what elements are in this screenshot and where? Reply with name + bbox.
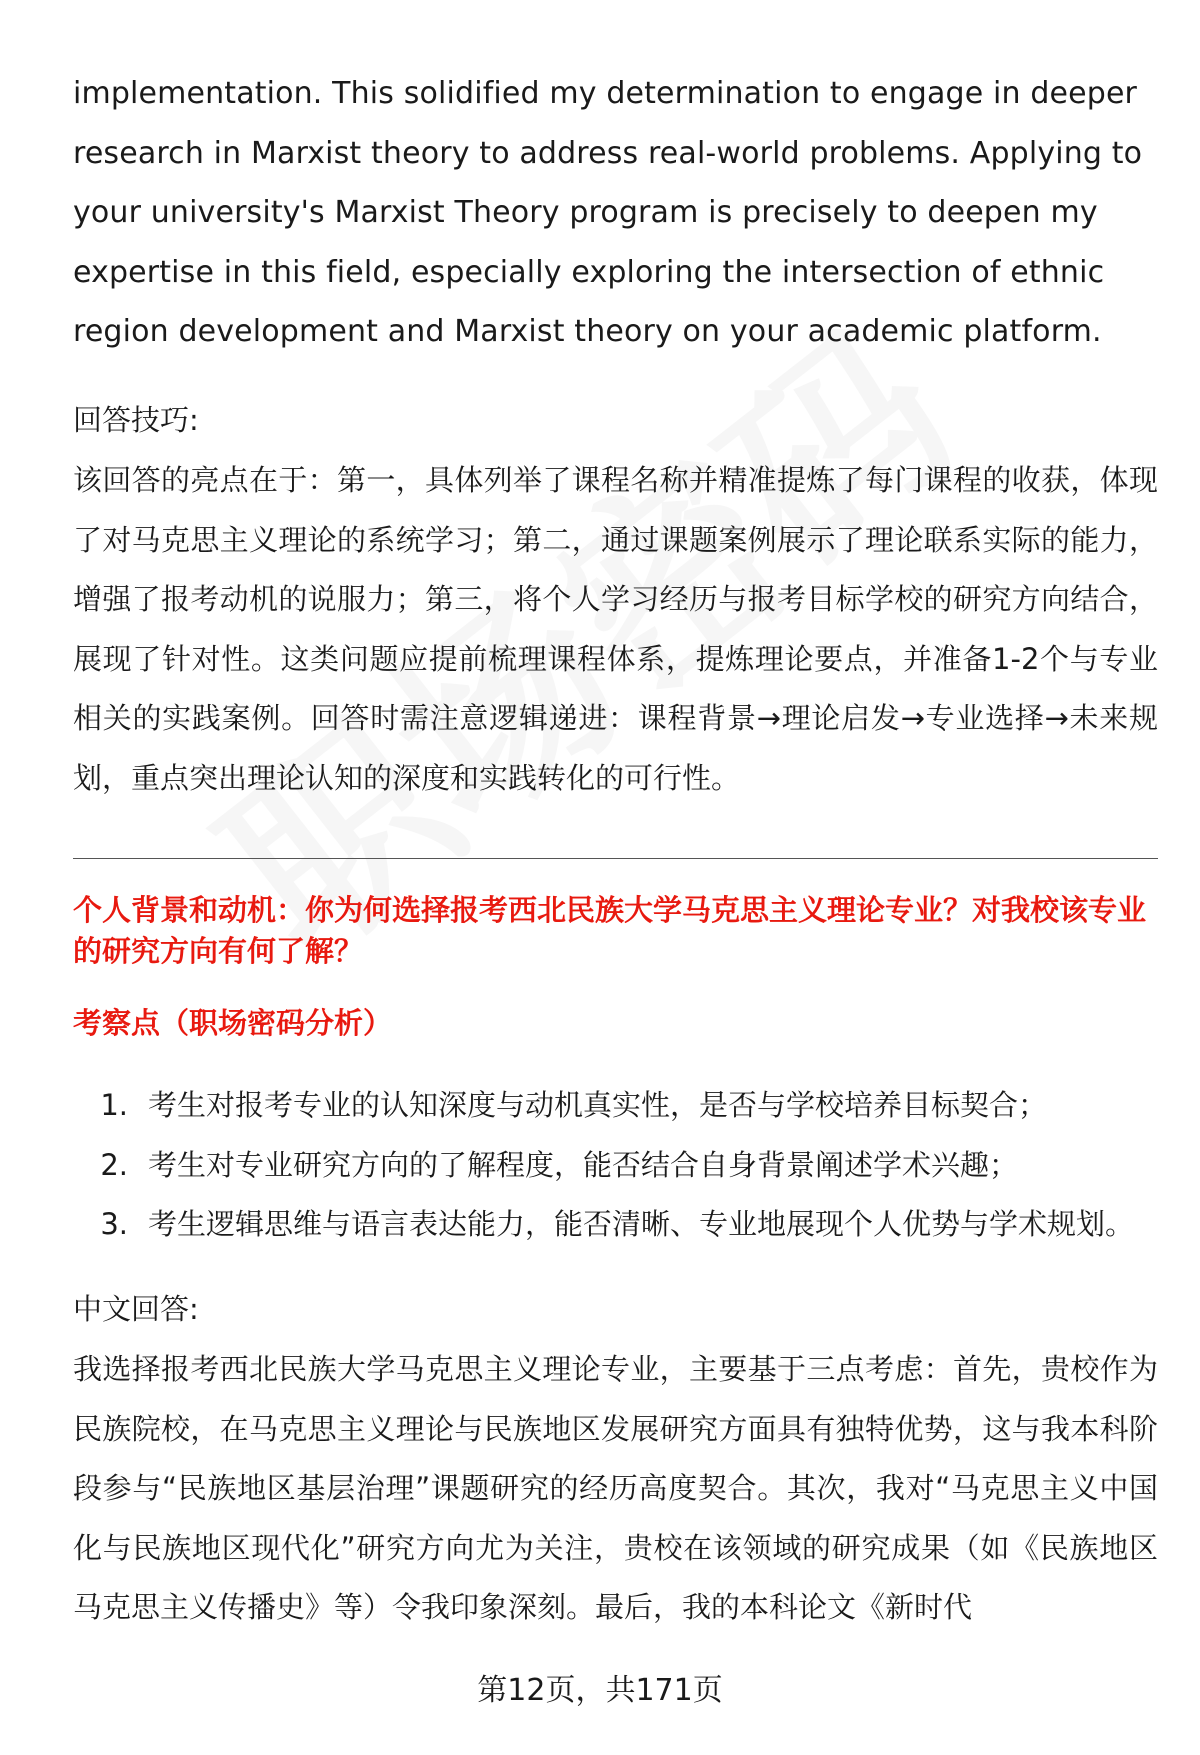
list-item-text: 考生逻辑思维与语言表达能力，能否清晰、专业地展现个人优势与学术规划。 [148, 1207, 1135, 1241]
list-item-text: 考生对专业研究方向的了解程度，能否结合自身背景阐述学术兴趣； [148, 1147, 1019, 1182]
list-item-number: 3. [100, 1207, 128, 1241]
exam-points-heading: 考察点（职场密码分析） [73, 1006, 393, 1040]
list-item-text: 考生对报考专业的认知深度与动机真实性，是否与学校培养目标契合； [148, 1088, 1048, 1122]
chinese-answer-paragraph: 我选择报考西北民族大学马克思主义理论专业，主要基于三点考虑：首先，贵校作为民族院校，在马克思主义理论与民族地区发展研究方面具有独特优势，这与我本科阶段参与“民族地区基层治理”课题研究的经历高度契合。其次，我对“马克思主义中国化与民族地区现代化”研究方向尤为关注，贵校在该领域的研究成果（如《民族地区马克思主义传播史》等）令我印象深刻。最后，我的本科论文《新时代 [73, 1352, 1158, 1624]
continued-answer-paragraph: implementation. This solidified my determination to engage in deeper research in Marxist theory to address real-world problems. Applying to your university's Marxist Theory program is precisely to deepen my expertise in this field, especially exploring the intersection of ethnic region development and Marxist theory on your academic platform. [73, 76, 1143, 349]
chinese-answer-label: 中文回答: [73, 1292, 199, 1326]
page-number-footer: 第12页，共171页 [477, 1673, 723, 1708]
list-item [73, 1136, 1158, 1196]
list-item-number: 2. [100, 1147, 128, 1182]
list-item [73, 1195, 1158, 1255]
question-heading: 个人背景和动机：你为何选择报考西北民族大学马克思主义理论专业？对我校该专业的研究方向有何了解？ [73, 893, 1147, 968]
tips-label: 回答技巧: [73, 403, 199, 437]
list-item-number: 1. [100, 1088, 128, 1122]
tips-paragraph: 该回答的亮点在于：第一，具体列举了课程名称并精准提炼了每门课程的收获，体现了对马克思主义理论的系统学习；第二，通过课题案例展示了理论联系实际的能力，增强了报考动机的说服力；第三，将个人学习经历与报考目标学校的研究方向结合，展现了针对性。这类问题应提前梳理课程体系，提炼理论要点，并准备1-2个与专业相关的实践案例。回答时需注意逻辑递进：课程背景→理论启发→专业选择→未来规划，重点突出理论认知的深度和实践转化的可行性。 [73, 463, 1158, 795]
list-item [73, 1076, 1158, 1136]
exam-points-list [73, 1076, 1158, 1255]
section-divider [73, 858, 1158, 859]
